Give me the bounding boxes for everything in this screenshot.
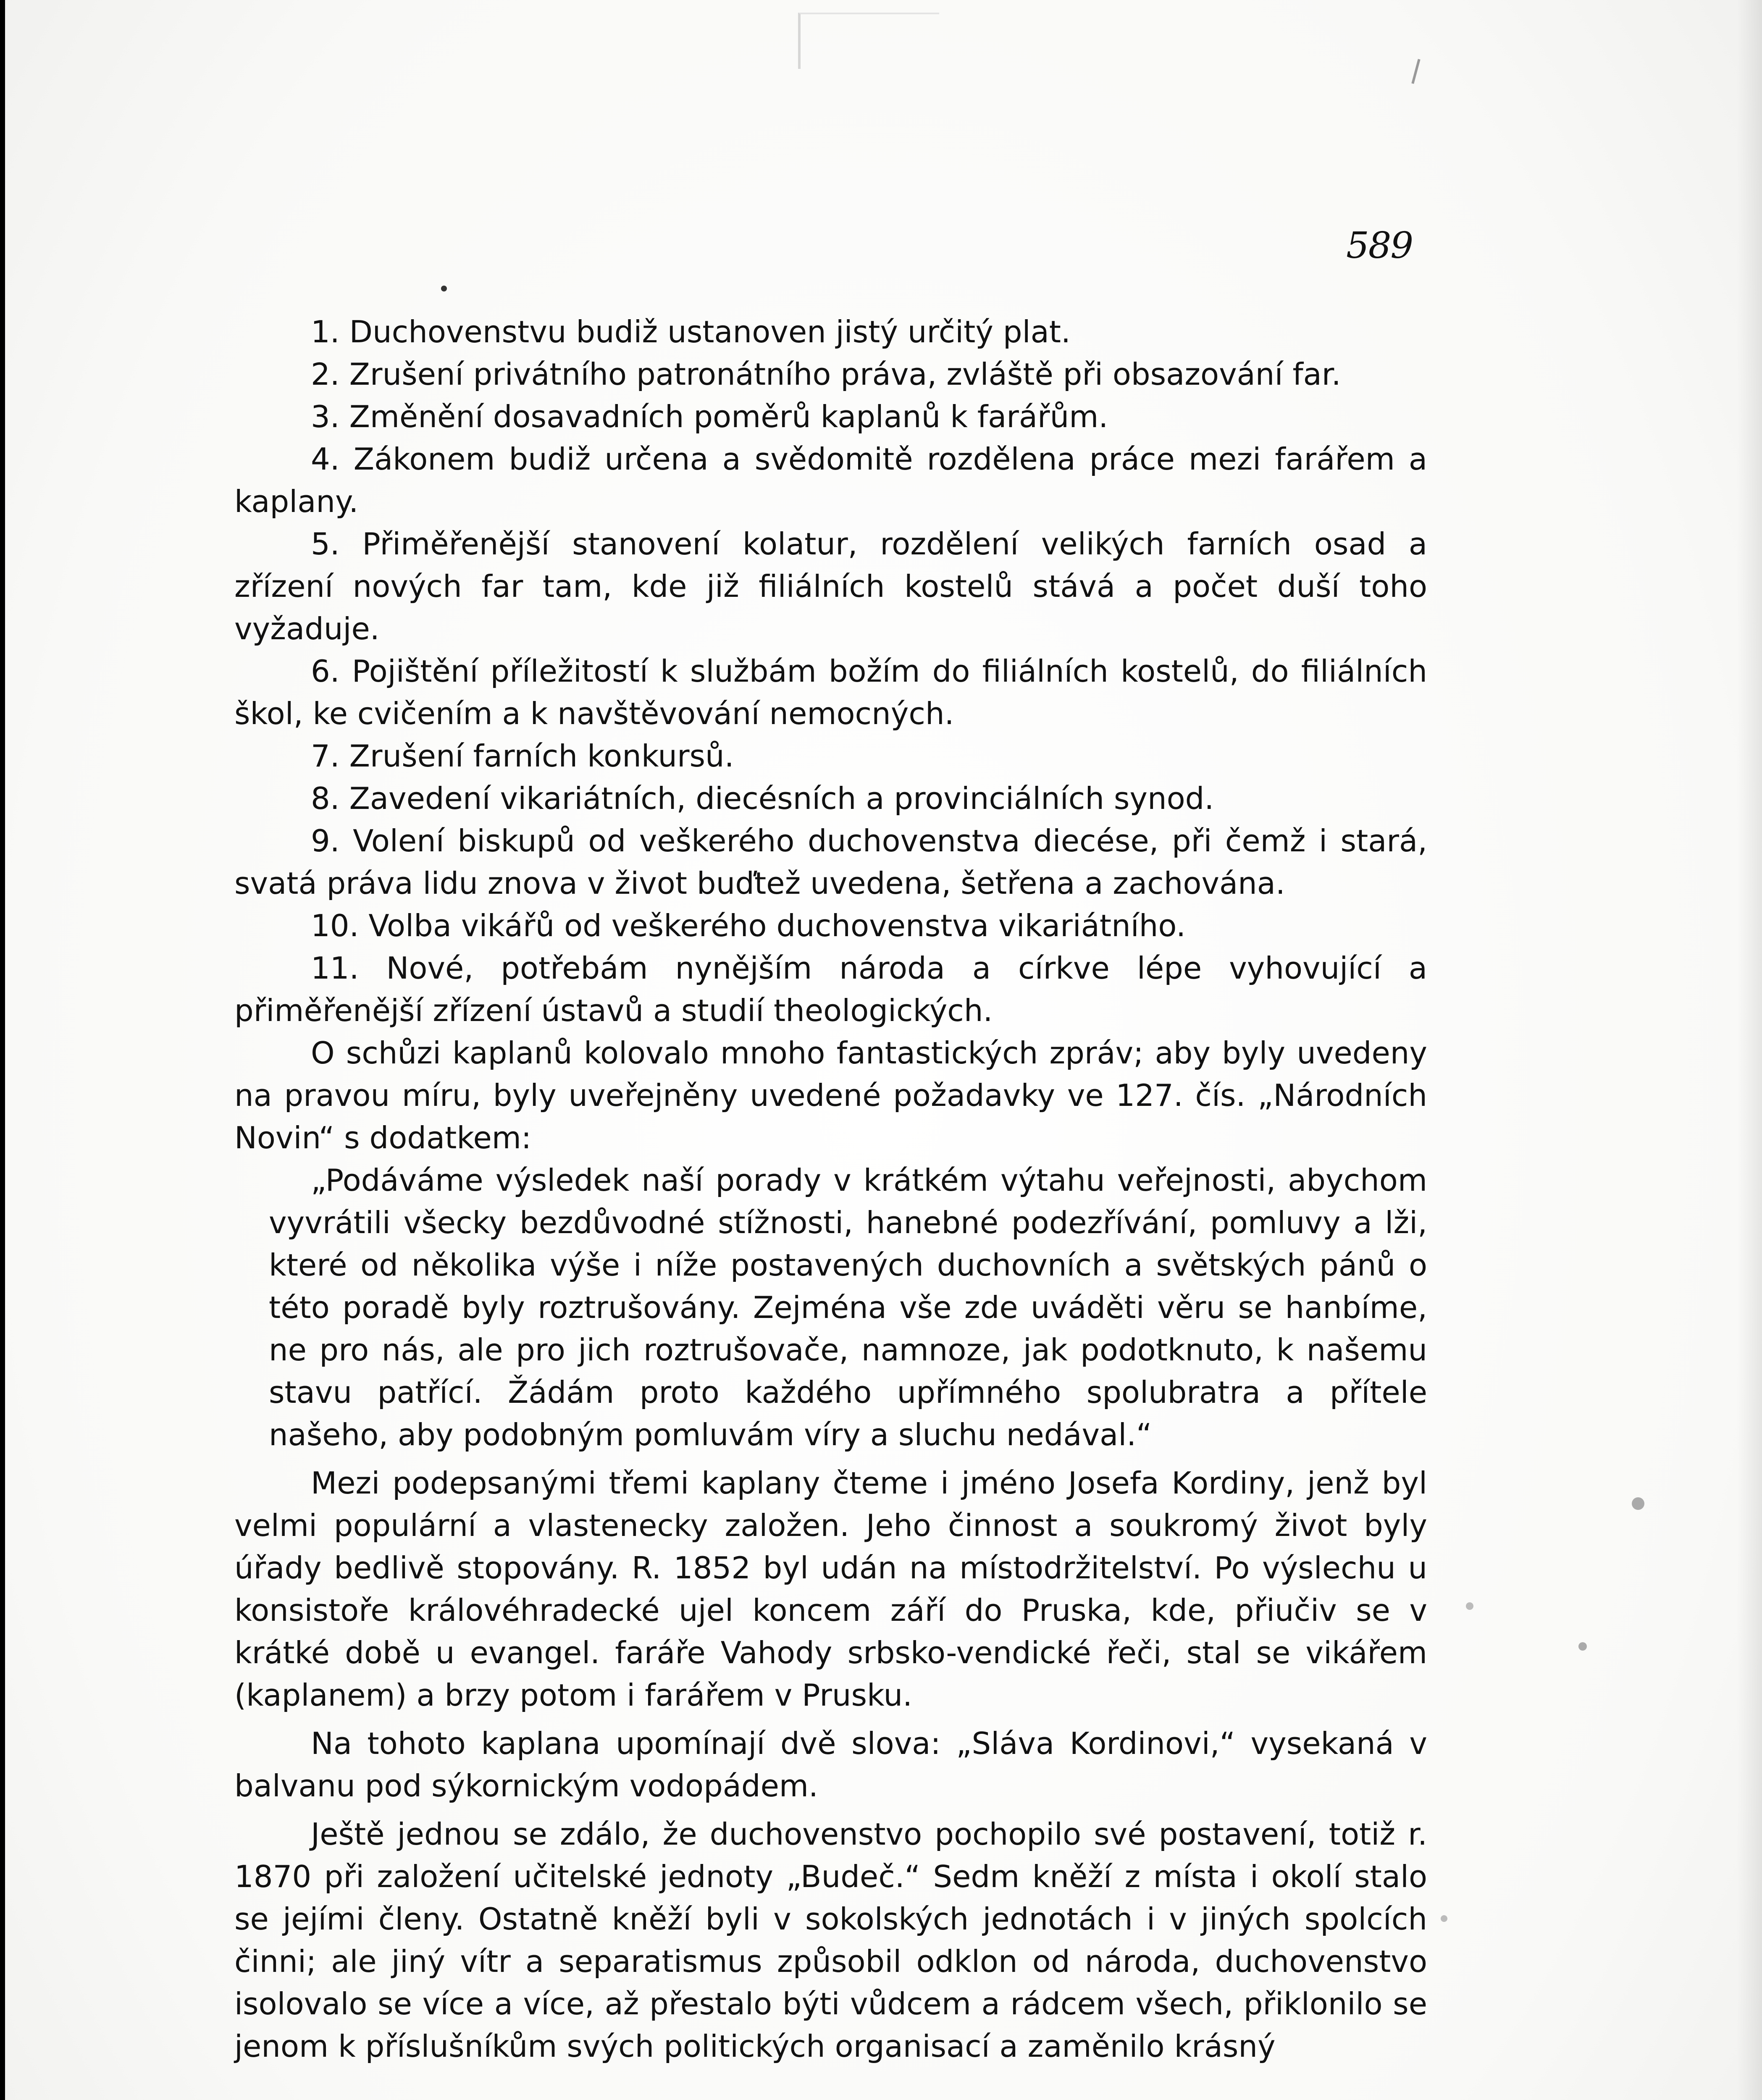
- scan-speck: [1441, 1915, 1447, 1922]
- paragraph-budec: Ještě jednou se zdálo, že duchovenstvo pochopilo své postavení, totiž r. 1870 při založení učitelské jednoty „Budeč.“ Sedm kněží z místa i okolí stalo se jejími členy. Ostatně kněží byli v sokolských jednotách i v jiných spolcích činni; ale jiný vítr a separatismus způsobil odklon od národa, duchovenstvo isolovalo se více a více, až přestalo býti vůdcem a rádcem všech, přiklonilo se jenom k příslušníkům svých politických organisací a zaměnilo krásný: [234, 1816, 1427, 2064]
- scan-left-edge: [0, 0, 5, 2100]
- list-item-10: 10. Volba vikářů od veškerého duchovenstva vikariátního.: [311, 908, 1186, 943]
- quote-block: „Podáváme výsledek naší porady v krátkém výtahu veřejnosti, abychom vyvrátili všecky bezdůvodné stížnosti, hanebné podezřívání, pomluvy a lži, které od několika výše i níže postavených duchovních a světských pánů o této poradě byly roztrušovány. Zejména vše zde uváděti věru se hanbíme, ne pro nás, ale pro jich roztrušovače, namnoze, jak podotknuto, k našemu stavu patřící. Žádám proto každého upřímného spolubratra a přítele našeho, aby podobným pomluvám víry a sluchu nedával.“: [269, 1163, 1427, 1452]
- list-item-11: 11. Nové, potřebám nynějším národa a církve lépe vyhovující a přiměřenější zřízení ústavů a studií theologických.: [234, 950, 1427, 1028]
- list-item-9: 9. Volení biskupů od veškerého duchovenstva diecése, při čemž i stará, svatá práva lidu znova v život buďtež uvedena, šetřena a zachována.: [234, 823, 1427, 901]
- scan-speck: [1578, 1642, 1587, 1651]
- scan-right-shadow: [1737, 0, 1762, 2100]
- paragraph-kordina: Mezi podepsanými třemi kaplany čteme i jméno Josefa Kordiny, jenž byl velmi populární a vlastenecky založen. Jeho činnost a soukromý život byly úřady bedlivě stopovány. R. 1852 byl udán na místodržitelství. Po výslechu u konsistoře královéhradecké ujel koncem září do Pruska, kde, přiučiv se v krátké době u evangel. faráře Vahody srbsko-vendické řeči, stal se vikářem (kaplanem) a brzy potom i farářem v Prusku.: [234, 1465, 1427, 1713]
- paragraph-intro: O schůzi kaplanů kolovalo mnoho fantastických zpráv; aby byly uvedeny na pravou míru, byly uveřejněny uvedené požadavky ve 127. čís. „Národních Novin“ s dodatkem:: [234, 1035, 1427, 1155]
- scan-speck: [1466, 1602, 1473, 1610]
- faint-stamp-mark: [798, 13, 939, 69]
- list-item-8: 8. Zavedení vikariátních, diecésních a provinciálních synod.: [311, 781, 1214, 816]
- list-item-7: 7. Zrušení farních konkursů.: [311, 738, 734, 774]
- scan-speck: [1632, 1497, 1644, 1510]
- list-item-1: 1. Duchovenstvu budiž ustanoven jistý určitý plat.: [311, 314, 1071, 349]
- page-text: [234, 311, 1427, 2068]
- list-item-2: 2. Zrušení privátního patronátního práva, zvláště při obsazování far.: [311, 357, 1341, 392]
- list-item-4: 4. Zákonem budiž určena a svědomitě rozdělena práce mezi farářem a kaplany.: [234, 441, 1427, 519]
- scan-speck: [441, 286, 447, 291]
- list-item-5: 5. Přiměřenější stanovení kolatur, rozdělení velikých farních osad a zřízení nových far tam, kde již filiálních kostelů stává a počet duší toho vyžaduje.: [234, 526, 1427, 646]
- list-item-3: 3. Změnění dosavadních poměrů kaplanů k farářům.: [311, 399, 1108, 434]
- list-item-6: 6. Pojištění příležitostí k službám božím do filiálních kostelů, do filiálních škol, ke cvičením a k navštěvování nemocných.: [234, 654, 1427, 731]
- page-number: 589: [1346, 225, 1413, 267]
- paragraph-inscription: Na tohoto kaplana upomínají dvě slova: „Sláva Kordinovi,“ vysekaná v balvanu pod sýkornickým vodopádem.: [234, 1726, 1427, 1803]
